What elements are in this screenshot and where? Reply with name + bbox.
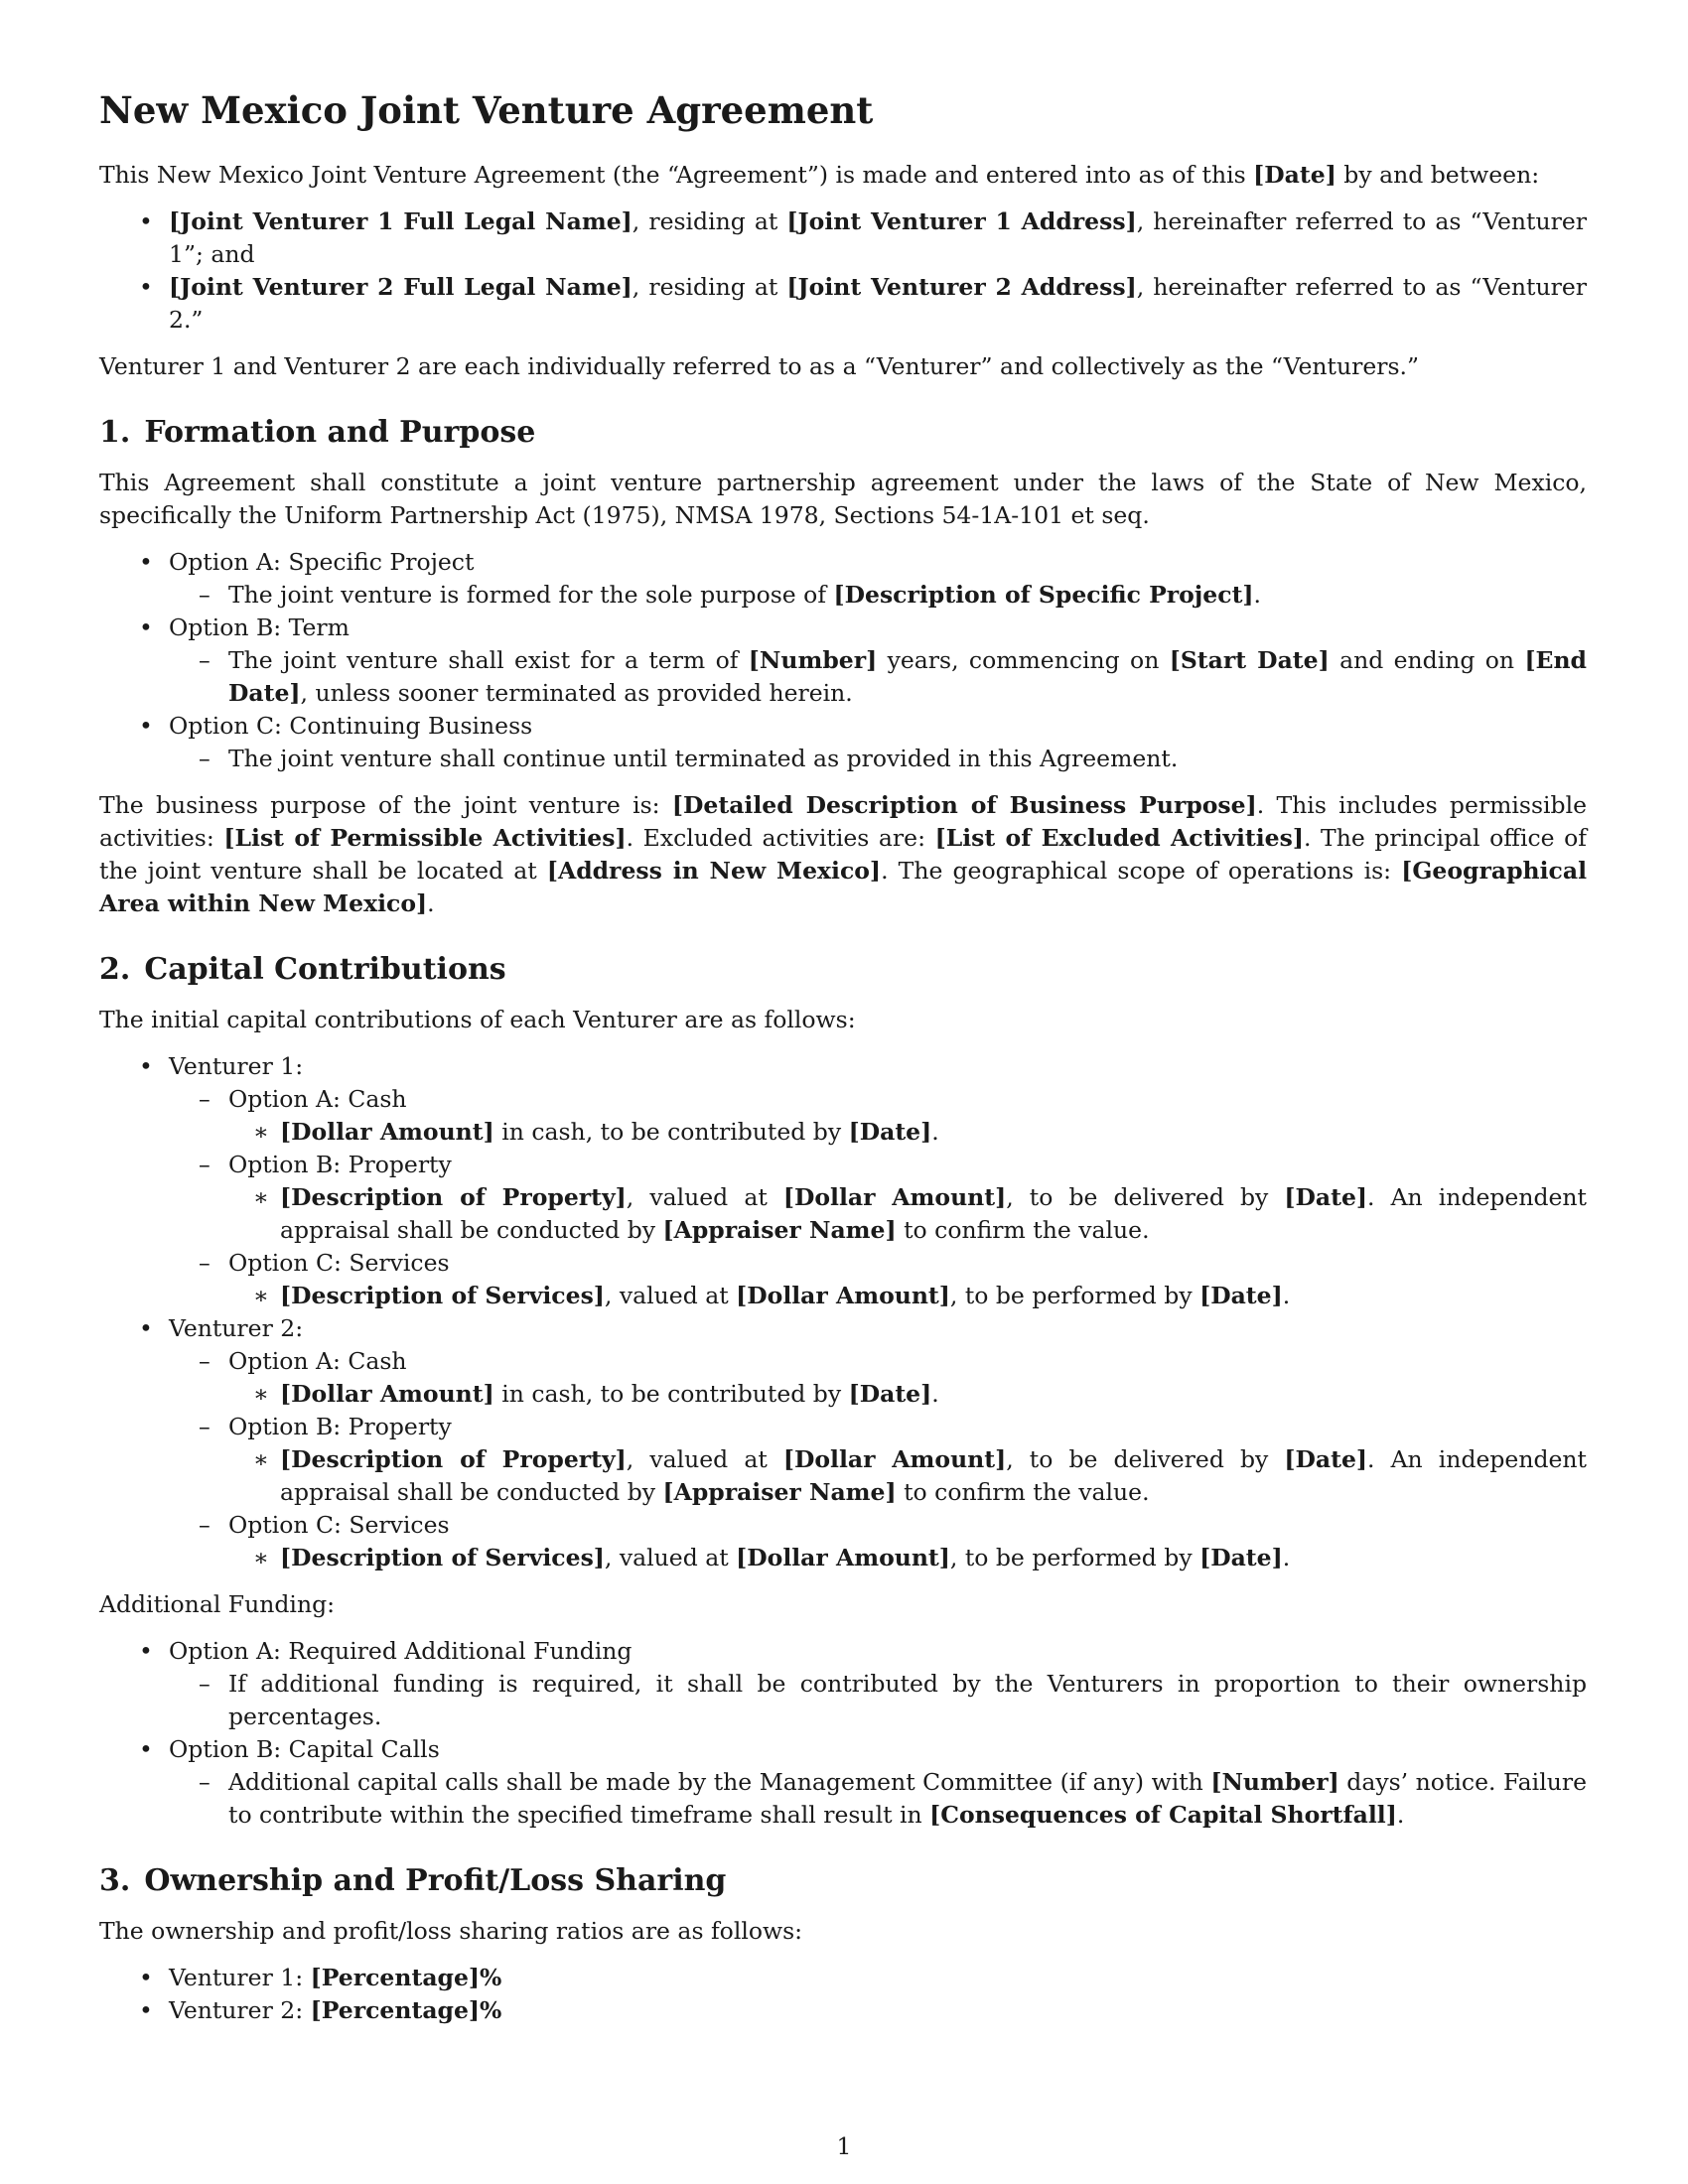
business-purpose-paragraph: The business purpose of the joint venture is: [Detailed Description of Business Purpose]. This includes permissible activities: [List of Permissible Activities]. Excluded activities are: [List of Excluded Activities]. The principal office of the joint venture shall be located at [Address in New Mexico]. The geographical scope of operations is: [Geographical Area within New Mexico]. <box>99 791 1588 917</box>
additional-funding-option-b: • Option B: Capital Calls – Additional capital calls shall be made by the Management Committee (if any) with [Number] days’ notice. Failure to contribute within the specified timeframe shall result in [Consequences of Capital Shortfall]. <box>99 1733 1587 1832</box>
venturer-2-cash-detail: ∗ [Dollar Amount] in cash, to be contributed by [Date]. <box>228 1378 1587 1411</box>
ownership-venturer-2: • Venturer 2: [Percentage]% <box>99 1994 1587 2027</box>
ownership-venturer-1: • Venturer 1: [Percentage]% <box>99 1962 1587 1994</box>
additional-funding-option-a: • Option A: Required Additional Funding – If additional funding is required, it shall be contributed by the Venturers in proportion to their ownership percentages. <box>99 1635 1587 1733</box>
venturer-1-property-detail: ∗ [Description of Property], valued at [Dollar Amount], to be delivered by [Date]. An independent appraisal shall be conducted by [Appraiser Name] to confirm the value. <box>228 1181 1587 1247</box>
venturer-2-option-services: – Option C: Services ∗ [Description of Services], valued at [Dollar Amount], to be performed by [Date]. <box>169 1509 1587 1574</box>
formation-options-list <box>99 546 1587 775</box>
section-3-paragraph: The ownership and profit/loss sharing ratios are as follows: <box>99 1917 803 1945</box>
venturer-1-option-services: – Option C: Services ∗ [Description of Services], valued at [Dollar Amount], to be performed by [Date]. <box>169 1247 1587 1312</box>
venturer-2-option-cash: – Option A: Cash ∗ [Dollar Amount] in cash, to be contributed by [Date]. <box>169 1345 1587 1411</box>
section-1-heading: 1. Formation and Purpose <box>99 415 536 450</box>
venturer-2-contributions: • Venturer 2: – Option A: Cash ∗ [Dollar Amount] in cash, to be contributed by [Date]. – Option B: Property ∗ [Description of Property], valued at [Dollar Amount], to be delivered by [Date]. An independent appraisal shall be conducted by [Appraiser Name] to confirm the value. – Option C: Services ∗ [Description of Services], valued at [Dollar Amount], to be performed by [Date]. <box>99 1312 1587 1574</box>
formation-option-a: • Option A: Specific Project – The joint venture is formed for the sole purpose of [Description of Specific Project]. <box>99 546 1587 612</box>
document-page <box>99 87 1587 2041</box>
document-title: New Mexico Joint Venture Agreement <box>99 88 874 132</box>
venturer-1-cash-detail: ∗ [Dollar Amount] in cash, to be contributed by [Date]. <box>228 1116 1587 1149</box>
venturer-1-option-cash: – Option A: Cash ∗ [Dollar Amount] in cash, to be contributed by [Date]. <box>169 1083 1587 1149</box>
additional-funding-label: Additional Funding: <box>99 1590 336 1618</box>
additional-funding-list <box>99 1635 1587 1832</box>
venturer-1-option-property: – Option B: Property ∗ [Description of Property], valued at [Dollar Amount], to be delivered by [Date]. An independent appraisal shall be conducted by [Appraiser Name] to confirm the value. <box>169 1149 1587 1247</box>
parties-list <box>99 205 1587 337</box>
additional-funding-option-b-detail: – Additional capital calls shall be made by the Management Committee (if any) with [Number] days’ notice. Failure to contribute within the specified timeframe shall result in [Consequences of Capital Shortfall]. <box>169 1766 1587 1832</box>
section-3-heading: 3. Ownership and Profit/Loss Sharing <box>99 1863 727 1898</box>
formation-option-b: • Option B: Term – The joint venture shall exist for a term of [Number] years, commencing on [Start Date] and ending on [End Date], unless sooner terminated as provided herein. <box>99 612 1587 710</box>
additional-funding-option-a-detail: – If additional funding is required, it shall be contributed by the Venturers in proportion to their ownership percentages. <box>169 1668 1587 1733</box>
venturer-2-services-detail: ∗ [Description of Services], valued at [Dollar Amount], to be performed by [Date]. <box>228 1542 1587 1574</box>
venturer-2-option-property: – Option B: Property ∗ [Description of Property], valued at [Dollar Amount], to be delivered by [Date]. An independent appraisal shall be conducted by [Appraiser Name] to confirm the value. <box>169 1411 1587 1509</box>
formation-option-a-detail: – The joint venture is formed for the sole purpose of [Description of Specific Project]. <box>169 579 1587 612</box>
party-2: • [Joint Venturer 2 Full Legal Name], residing at [Joint Venturer 2 Address], hereinafter referred to as “Venturer 2.” <box>99 271 1587 337</box>
formation-option-b-detail: – The joint venture shall exist for a term of [Number] years, commencing on [Start Date] and ending on [End Date], unless sooner terminated as provided herein. <box>169 644 1587 710</box>
page-number: 1 <box>836 2132 852 2160</box>
venturer-1-contributions: • Venturer 1: – Option A: Cash ∗ [Dollar Amount] in cash, to be contributed by [Date]. – Option B: Property ∗ [Description of Property], valued at [Dollar Amount], to be delivered by [Date]. An independent appraisal shall be conducted by [Appraiser Name] to confirm the value. – Option C: Services ∗ [Description of Services], valued at [Dollar Amount], to be performed by [Date]. <box>99 1050 1587 1312</box>
contributions-list <box>99 1050 1587 1574</box>
section-2-paragraph: The initial capital contributions of each Venturer are as follows: <box>99 1006 856 1033</box>
formation-option-c-detail: – The joint venture shall continue until terminated as provided in this Agreement. <box>169 743 1587 775</box>
venturer-2-property-detail: ∗ [Description of Property], valued at [Dollar Amount], to be delivered by [Date]. An independent appraisal shall be conducted by [Appraiser Name] to confirm the value. <box>228 1443 1587 1509</box>
section-1-paragraph: This Agreement shall constitute a joint venture partnership agreement under the laws of the State of New Mexico, specifically the Uniform Partnership Act (1975), NMSA 1978, Sections 54-1A-101 et seq. <box>99 469 1587 529</box>
section-2-heading: 2. Capital Contributions <box>99 952 506 987</box>
venturer-1-services-detail: ∗ [Description of Services], valued at [Dollar Amount], to be performed by [Date]. <box>228 1280 1587 1312</box>
intro-paragraph: This New Mexico Joint Venture Agreement (the “Agreement”) is made and entered into as of this [Date] by and between: <box>99 161 1540 189</box>
ownership-list <box>99 1962 1587 2027</box>
formation-option-c: • Option C: Continuing Business – The joint venture shall continue until terminated as provided in this Agreement. <box>99 710 1587 775</box>
party-1: • [Joint Venturer 1 Full Legal Name], residing at [Joint Venturer 1 Address], hereinafter referred to as “Venturer 1”; and <box>99 205 1587 271</box>
collective-paragraph: Venturer 1 and Venturer 2 are each individually referred to as a “Venturer” and collectively as the “Venturers.” <box>99 352 1420 380</box>
